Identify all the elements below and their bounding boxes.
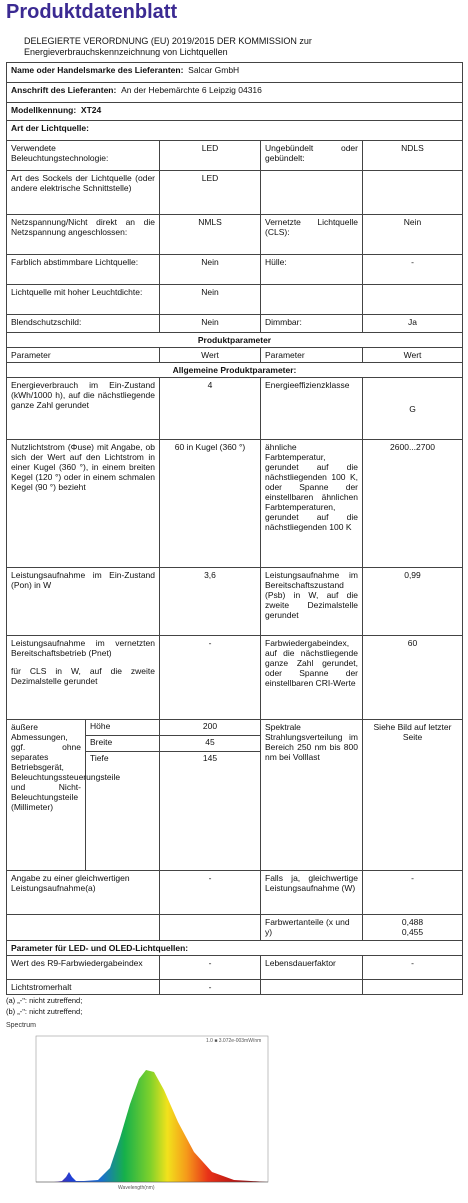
params-section: Produktparameter (7, 333, 463, 348)
ls-value-2: Ja (363, 315, 463, 333)
dim-name: Höhe (86, 720, 159, 736)
model-row (7, 103, 463, 121)
supplier-address-value: An der Hebemärchte 6 Leipzig 04316 (121, 85, 262, 95)
spectral-label: Spektrale Strahlungsverteilung im Bereich 250 nm bis 800 nm bei Volllast (261, 720, 363, 871)
data-table (6, 62, 463, 995)
param-row (7, 915, 463, 941)
ls-label-1: Lichtquelle mit hoher Leuchtdichte: (7, 285, 160, 315)
cri-label: Farbwiedergabeindex, auf die nächstliegende ganze Zahl gerundet, oder Spanne der einstellbaren CRI-Werte (261, 636, 363, 720)
led-section: Parameter für LED- und OLED-Lichtquellen: (7, 941, 463, 956)
ls-value-2 (363, 171, 463, 215)
page-title: Produktdatenblatt (6, 1, 178, 23)
maintenance-label: Lichtstromerhalt (7, 980, 160, 995)
ls-value-1: LED (160, 171, 261, 215)
dim-value: 145 (202, 753, 218, 763)
cct-label: ähnliche Farbtemperatur, gerundet auf die nächstliegenden 100 K, oder Spanne der einstellbaren ähnlichen Farbtemperaturen, gerundet auf die nächstliegenden 100 K (261, 440, 363, 568)
ls-label-1: Verwendete Beleuchtungstechnologie: (7, 141, 160, 171)
dim-value: 45 (160, 736, 260, 752)
spectrum-y-title: Spectrum (6, 1022, 36, 1029)
dimensions-label: äußere Abmessungen, ggf. ohne separates Betriebsgerät, Beleuchtungssteuerungsteile und Nicht-Beleuchtungsteile (Millimeter) (7, 720, 86, 870)
ls-label-2: Vernetzte Lichtquelle (CLS): (261, 215, 363, 255)
ls-label-2 (261, 285, 363, 315)
ls-label-1: Art des Sockels der Lichtquelle (oder andere elektrische Schnittstelle) (7, 171, 160, 215)
model-label: Modellkennung: (11, 105, 77, 115)
cct-value: 2600...2700 (363, 440, 463, 568)
ls-label-1: Farblich abstimmbare Lichtquelle: (7, 255, 160, 285)
r9-value: - (160, 956, 261, 980)
param-row (7, 636, 463, 720)
dim-name: Tiefe (90, 753, 109, 763)
param-row (7, 956, 463, 980)
efficiency-value: G (363, 378, 463, 440)
light-source-section-row (7, 121, 463, 141)
footnote-a: (a) „-": nicht zutreffend; (6, 996, 83, 1005)
light-source-row (7, 285, 463, 315)
lifetime-value: - (363, 956, 463, 980)
regulation-text: DELEGIERTE VERORDNUNG (EU) 2019/2015 DER KOMMISSION zur Energieverbrauchskennzeichnung von Lichtquellen (24, 36, 312, 57)
model-value: XT24 (80, 105, 102, 115)
pnet-label: Leistungsaufnahme im vernetzten Bereitschaftsbetrieb (Pnet) (11, 638, 155, 658)
footnotes (6, 995, 82, 1017)
led-section-row (7, 941, 463, 956)
ls-label-2: Dimmbar: (261, 315, 363, 333)
supplier-name-value: Salcar GmbH (188, 65, 240, 75)
spectrum-legend: 1.0 ■ 3.072e-003mW/nm (206, 1038, 262, 1044)
col-header-param: Parameter (7, 348, 160, 363)
supplier-name-row (7, 63, 463, 83)
dim-value: 200 (160, 720, 260, 736)
lifetime-label: Lebensdauerfaktor (261, 956, 363, 980)
maintenance-value: - (160, 980, 261, 995)
params-section-row (7, 333, 463, 348)
ls-label-2: Ungebündelt oder gebündelt: (261, 141, 363, 171)
param-row (7, 440, 463, 568)
col-header-value: Wert (363, 348, 463, 363)
general-section: Allgemeine Produktparameter: (7, 363, 463, 378)
dimensions-row (7, 720, 463, 871)
param-row (7, 378, 463, 440)
col-header-param: Parameter (261, 348, 363, 363)
chroma-y: 0,455 (401, 927, 424, 937)
energy-value: 4 (160, 378, 261, 440)
pon-value: 3,6 (160, 568, 261, 636)
light-source-row (7, 255, 463, 285)
supplier-address-row (7, 83, 463, 103)
light-source-row (7, 141, 463, 171)
ls-value-1: NMLS (160, 215, 261, 255)
ls-label-1: Netzspannung/Nicht direkt an die Netzspannung angeschlossen: (7, 215, 160, 255)
ls-label-2 (261, 171, 363, 215)
param-row (7, 871, 463, 915)
params-header-row (7, 348, 463, 363)
flux-label: Nutzlichtstrom (Φuse) mit Angabe, ob sich der Wert auf den Lichtstrom in einer Kugel (360 °), in einem breiten Kegel (120 °) oder in einem schmalen Kegel (90 °) bezieht (7, 440, 160, 568)
dim-name: Breite (86, 736, 159, 752)
ls-label-2: Hülle: (261, 255, 363, 285)
light-source-row (7, 215, 463, 255)
equiv2-value: - (363, 871, 463, 915)
ls-value-2: NDLS (363, 141, 463, 171)
ls-value-1: Nein (160, 285, 261, 315)
ls-value-1: LED (160, 141, 261, 171)
ls-value-2 (363, 285, 463, 315)
light-source-section: Art der Lichtquelle: (7, 121, 463, 141)
psb-value: 0,99 (363, 568, 463, 636)
ls-value-2: Nein (363, 215, 463, 255)
param-row (7, 980, 463, 995)
spectrum-svg (6, 1022, 278, 1198)
energy-label: Energieverbrauch im Ein-Zustand (kWh/1000 h), auf die nächstliegende ganze Zahl gerundet (7, 378, 160, 440)
equiv-label: Angabe zu einer gleichwertigen Leistungsaufnahme(a) (7, 871, 160, 915)
pnet-value: - (160, 636, 261, 720)
param-row (7, 568, 463, 636)
ls-value-1: Nein (160, 255, 261, 285)
general-section-row (7, 363, 463, 378)
pnet-label-cls: für CLS in W, auf die zweite Dezimalstelle gerundet (11, 666, 155, 686)
efficiency-label: Energieeffizienzklasse (261, 378, 363, 440)
spectrum-chart (6, 1022, 278, 1198)
flux-value: 60 in Kugel (360 °) (160, 440, 261, 568)
equiv2-label: Falls ja, gleichwertige Leistungsaufnahme (W) (261, 871, 363, 915)
supplier-name-label: Name oder Handelsmarke des Lieferanten: (11, 65, 184, 75)
chroma-x: 0,488 (401, 917, 424, 927)
ls-value-1: Nein (160, 315, 261, 333)
r9-label: Wert des R9-Farbwiedergabeindex (7, 956, 160, 980)
psb-label: Leistungsaufnahme im Bereitschaftszustand (Psb) in W, auf die zweite Dezimalstelle gerundet (261, 568, 363, 636)
col-header-value: Wert (160, 348, 261, 363)
cri-value: 60 (363, 636, 463, 720)
ls-label-1: Blendschutzschild: (7, 315, 160, 333)
pon-label: Leistungsaufnahme im Ein-Zustand (Pon) in W (7, 568, 160, 636)
spectrum-x-label: Wavelength(nm) (118, 1185, 155, 1191)
equiv-value: - (160, 871, 261, 915)
light-source-row (7, 171, 463, 215)
ls-value-2: - (363, 255, 463, 285)
chroma-label: Farbwertanteile (x und y) (261, 915, 363, 941)
light-source-row (7, 315, 463, 333)
spectral-value: Siehe Bild auf letzter Seite (363, 720, 463, 871)
footnote-b: (b) „-": nicht zutreffend; (6, 1007, 83, 1016)
supplier-address-label: Anschrift des Lieferanten: (11, 85, 117, 95)
